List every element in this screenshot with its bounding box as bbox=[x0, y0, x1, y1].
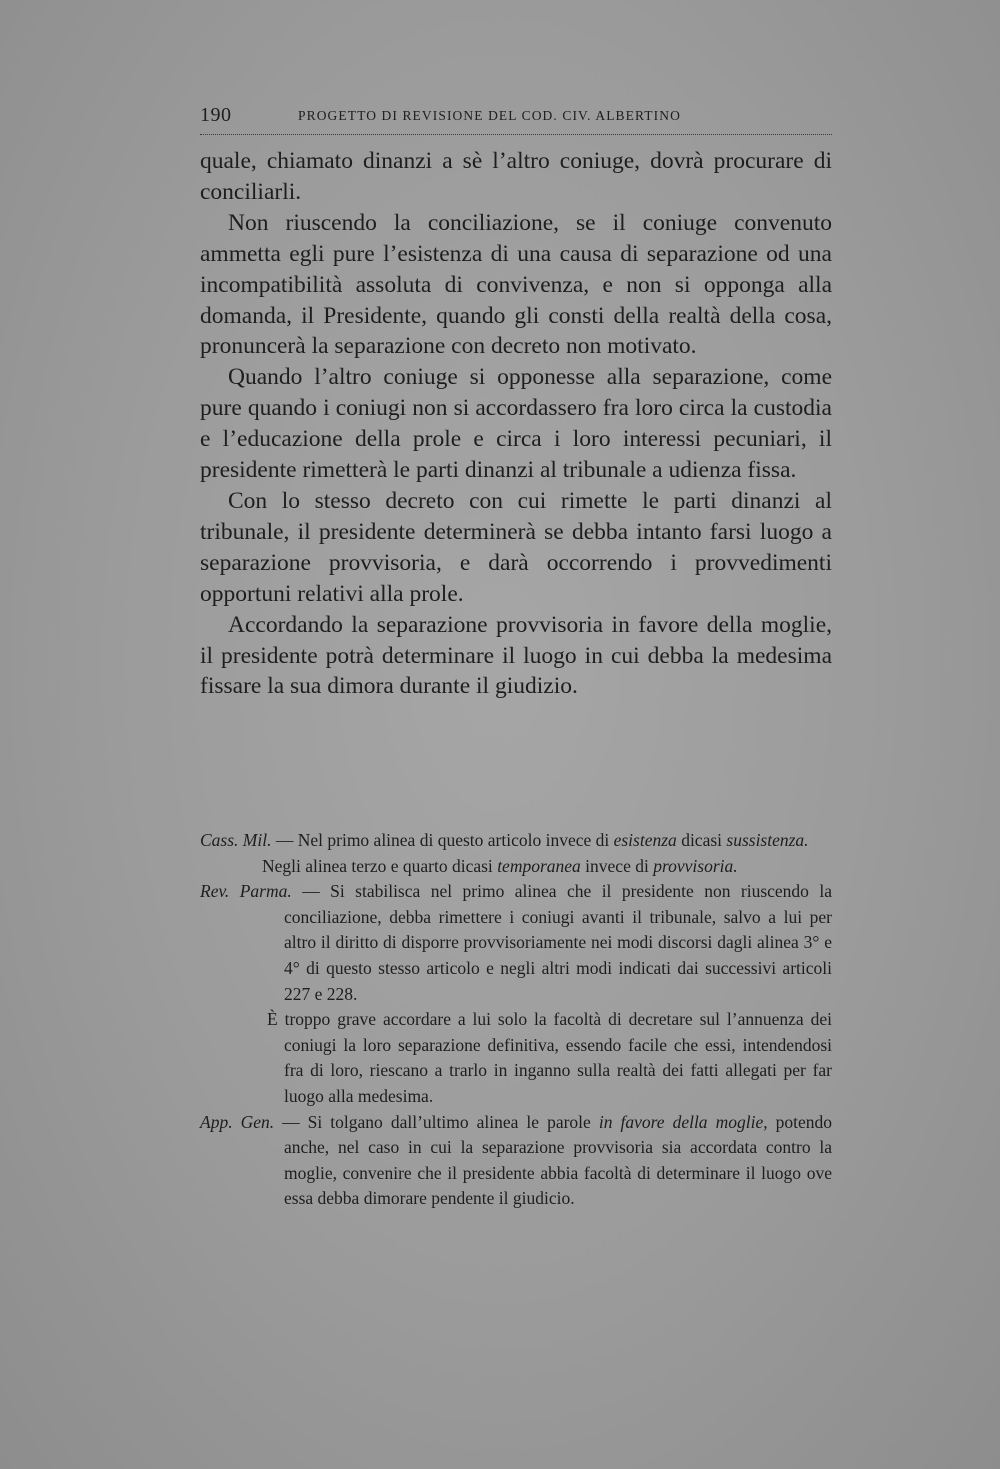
note-text: invece di bbox=[585, 855, 649, 876]
paragraph: Quando l’altro coniuge si opponesse alla separazione, come pure quando i coniugi non si accordassero fra loro circa la custodia e l’educazione della prole e circa i loro interessi pecuniari, il presidente rimetterà le parti dinanzi al tribunale a udienza fissa. bbox=[200, 364, 832, 484]
note-text: È troppo grave accordare a lui solo la facoltà di decretare sul l’annuenza dei coniugi la loro separazione definitiva, essendo facile che essi, intendendosi fra di loro, riescano a trarlo in inganno sulla realtà dei fatti allegati per far luogo alla medesima. bbox=[267, 1009, 832, 1106]
note-italic: provvisoria. bbox=[653, 855, 738, 876]
note-text: potendo anche, nel caso in cui la separazione provvisoria sia accordata contro la moglie, convenire che il presidente abbia facoltà di determinare il luogo ove essa debba dimorare pendente il giudicio. bbox=[284, 1111, 833, 1209]
note-source: App. Gen. bbox=[200, 1111, 275, 1132]
note-text: — Si tolgano dall’ultimo alinea le parole bbox=[282, 1111, 591, 1132]
commentary-notes bbox=[200, 828, 832, 1212]
paragraph: Accordando la separazione provvisoria in favore della moglie, il presidente potrà determinare il luogo in cui debba la medesima fissare la sua dimora durante il giudizio. bbox=[200, 611, 832, 700]
note-text: Negli alinea terzo e quarto dicasi bbox=[262, 855, 493, 876]
note-text: dicasi bbox=[681, 830, 723, 850]
note-italic: sussistenza. bbox=[726, 830, 809, 850]
note-cass-mil-continued bbox=[200, 854, 832, 880]
note-text: — Si stabilisca nel primo alinea che il presidente non riuscendo la conciliazione, debba rimettere i coniugi avanti il tribunale, salvo a lui per altro il diritto di disporre provvisoriamente nei modi discorsi dagli alinea 3° e 4° di questo stesso articolo e negli altri modi indicati dai successivi articoli 227 e 228. bbox=[284, 881, 832, 1004]
note-cass-mil bbox=[200, 828, 832, 854]
page-number: 190 bbox=[200, 104, 232, 126]
paragraph: Con lo stesso decreto con cui rimette le parti dinanzi al tribunale, il presidente determinerà se debba intanto farsi luogo a separazione provvisoria, e darà occorrendo i provvedimenti opportuni relativi alla prole. bbox=[200, 487, 832, 607]
note-rev-parma bbox=[200, 879, 832, 1007]
paragraph: Non riuscendo la conciliazione, se il coniuge convenuto ammetta egli pure l’esistenza di una causa di separazione od una incompatibilità assoluta di convivenza, e non si opponga alla domanda, il Presidente, quando gli consti della realtà della cosa, pronuncerà la separazione con decreto non motivato. bbox=[200, 209, 832, 360]
note-source: Rev. Parma. bbox=[200, 881, 292, 902]
note-italic: in favore della moglie, bbox=[598, 1111, 768, 1132]
main-text bbox=[200, 146, 832, 702]
note-app-gen bbox=[200, 1110, 832, 1212]
note-rev-parma-continued bbox=[200, 1007, 832, 1109]
note-italic: temporanea bbox=[497, 855, 581, 876]
note-italic: esistenza bbox=[613, 830, 677, 850]
note-source: Cass. Mil. bbox=[200, 830, 272, 850]
note-text: — Nel primo alinea di questo articolo invece di bbox=[275, 830, 610, 850]
paragraph: quale, chiamato dinanzi a sè l’altro coniuge, dovrà procurare di conciliarli. bbox=[200, 148, 832, 205]
running-head: PROGETTO DI REVISIONE DEL COD. CIV. ALBERTINO bbox=[298, 108, 681, 123]
page-header bbox=[200, 104, 832, 135]
